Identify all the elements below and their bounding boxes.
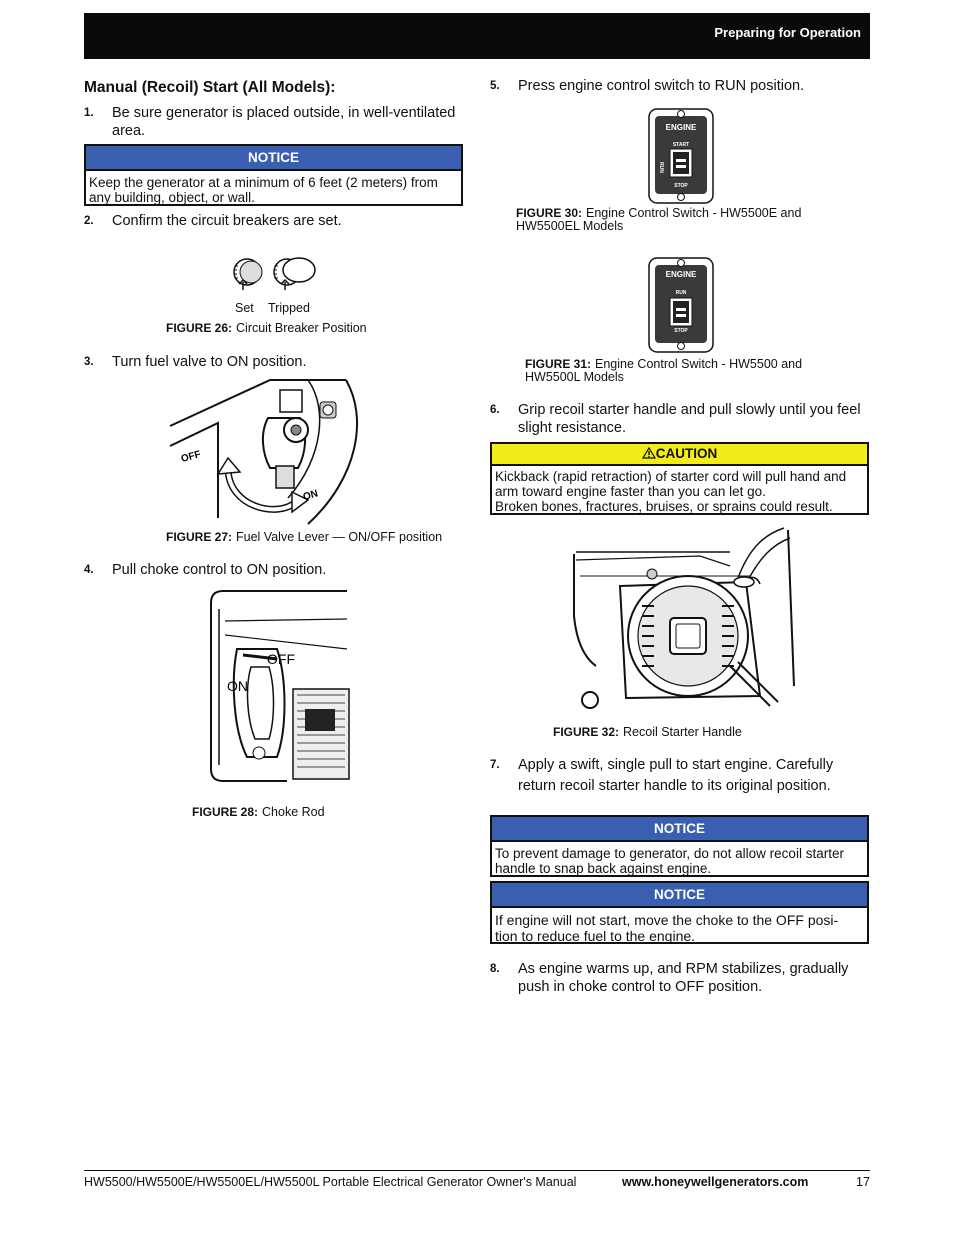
step-number: 6. (490, 404, 500, 416)
step-5 (490, 77, 870, 95)
svg-text:ON: ON (301, 488, 320, 503)
step-number: 2. (84, 215, 94, 227)
step-6 (490, 401, 870, 437)
recoil-starter-figure (570, 526, 802, 712)
step-3 (84, 353, 464, 371)
page-header-bar (84, 13, 870, 59)
svg-text:START: START (672, 142, 690, 148)
step-4 (84, 561, 464, 579)
step-7 (490, 755, 870, 797)
notice-text: Keep the generator at a minimum of 6 feet (2 meters) from any building, object, or wall. (89, 175, 438, 205)
step-text: Turn fuel valve to ON position. (112, 354, 307, 370)
svg-text:OFF: OFF (267, 651, 295, 667)
notice-label: NOTICE (492, 883, 867, 908)
engine-switch-run-figure (648, 257, 714, 353)
step-text: Pull choke control to ON position. (112, 562, 327, 578)
warning-triangle-icon (642, 447, 656, 459)
step-text: As engine warms up, and RPM stabilizes, gradually push in choke control to OFF position. (518, 961, 849, 995)
section-title: Manual (Recoil) Start (All Models): (84, 79, 336, 96)
page-number: 17 (856, 1175, 870, 1189)
svg-text:RUN: RUN (675, 290, 687, 296)
notice-label: NOTICE (492, 817, 867, 842)
engine-switch-start-figure (648, 108, 714, 204)
breaker-tripped-icon (274, 258, 315, 290)
svg-text:OFF: OFF (179, 449, 203, 465)
svg-text:ENGINE: ENGINE (665, 123, 697, 132)
breaker-set-icon (234, 259, 262, 290)
label-set: Set (235, 301, 254, 315)
figure-26-caption: FIGURE 26: Circuit Breaker Position (166, 321, 367, 335)
step-text: Be sure generator is placed outside, in well-ventilated area. (112, 105, 456, 139)
label-tripped: Tripped (268, 301, 310, 315)
step-text: Grip recoil starter handle and pull slowly until you feel slight resistance. (518, 402, 861, 436)
caution-box (490, 442, 869, 515)
figure-31-caption: FIGURE 31: Engine Control Switch - HW5500 and HW5500L Models (525, 357, 803, 384)
header-title: Preparing for Operation (714, 25, 861, 40)
figure-28-caption: FIGURE 28: Choke Rod (192, 805, 325, 819)
step-number: 4. (84, 564, 94, 576)
svg-text:ON: ON (227, 678, 248, 694)
svg-text:RUN: RUN (658, 162, 664, 173)
notice-box (490, 881, 869, 944)
notice-text: If engine will not start, move the choke to the OFF posi- tion to reduce fuel to the engine. (495, 912, 839, 944)
step-number: 1. (84, 107, 94, 119)
caution-text: Kickback (rapid retraction) of starter cord will pull hand and arm toward engine faster than you can let go. Broken bones, fractures, bruises, or sprains could result. (495, 469, 847, 514)
step-number: 5. (490, 80, 500, 92)
caution-label: CAUTION (492, 444, 867, 466)
step-1 (84, 104, 464, 140)
notice-label: NOTICE (86, 146, 461, 171)
figure-30-caption: FIGURE 30: Engine Control Switch - HW5500E and HW5500EL Models (516, 206, 802, 233)
figure-32-caption: FIGURE 32: Recoil Starter Handle (553, 725, 742, 739)
step-text: Apply a swift, single pull to start engine. Carefully return recoil starter handle to its original position. (518, 757, 834, 794)
footer-website-link[interactable]: www.honeywellgenerators.com (622, 1175, 809, 1189)
choke-rod-figure (207, 589, 351, 785)
step-text: Press engine control switch to RUN position. (518, 78, 805, 94)
step-8 (490, 960, 870, 996)
svg-text:ENGINE: ENGINE (665, 270, 697, 279)
step-2 (84, 212, 464, 230)
step-number: 7. (490, 759, 500, 771)
notice-box (84, 144, 463, 206)
step-number: 8. (490, 963, 500, 975)
figure-27-caption: FIGURE 27: Fuel Valve Lever — ON/OFF position (166, 530, 443, 544)
fuel-valve-figure (168, 378, 378, 526)
notice-text: To prevent damage to generator, do not allow recoil starter handle to snap back against engine. (495, 846, 844, 876)
svg-text:STOP: STOP (674, 328, 688, 334)
step-text: Confirm the circuit breakers are set. (112, 213, 342, 229)
footer-divider (84, 1170, 870, 1171)
notice-box (490, 815, 869, 877)
footer-manual-title: HW5500/HW5500E/HW5500EL/HW5500L Portable Electrical Generator Owner's Manual (84, 1175, 577, 1189)
svg-text:STOP: STOP (674, 183, 688, 189)
step-number: 3. (84, 356, 94, 368)
